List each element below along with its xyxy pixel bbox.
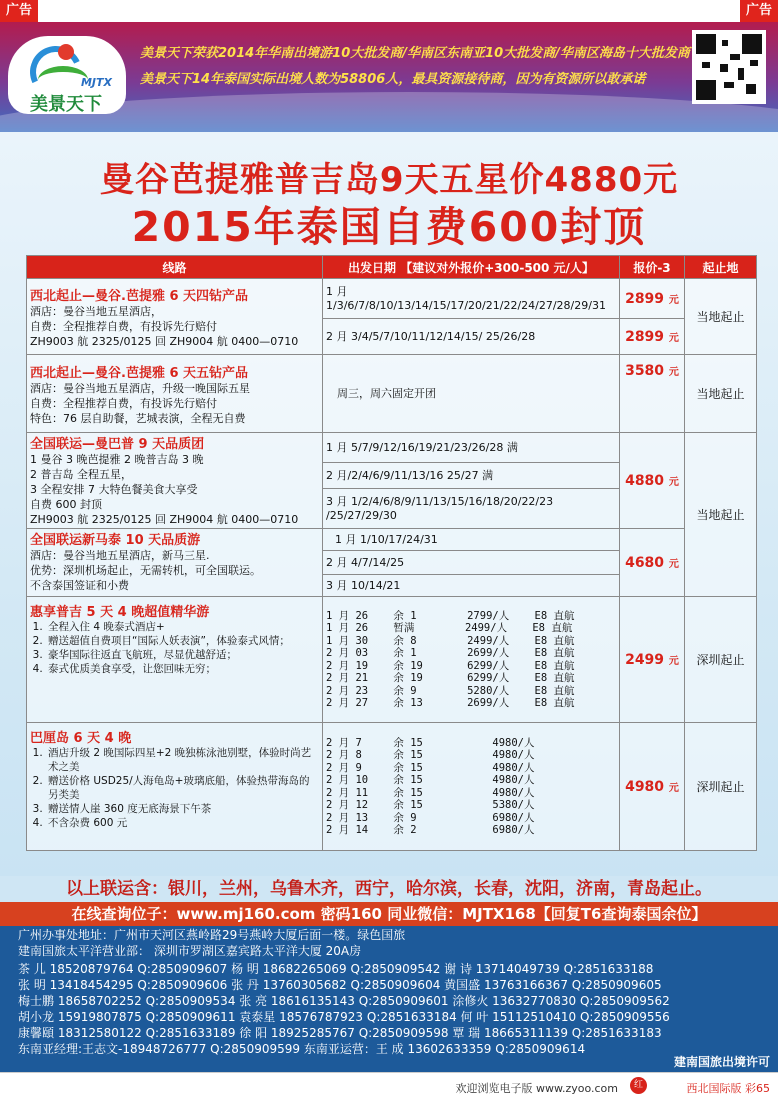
schedule-line: 2 月 13 余 9 6980/人 (326, 811, 535, 824)
product-title-p5: 惠享普吉 5 天 4 晚超值精华游 (30, 605, 210, 620)
price-cell: 3580 元 (620, 355, 685, 433)
schedule-line: 2 月 12 余 15 5380/人 (326, 799, 535, 811)
date-cell (323, 723, 620, 851)
contact-row: 东南亚经理:王志文-18948726777 Q:2850909599 东南亚运营：王 成 13602633359 Q:2850909614 (18, 1042, 586, 1056)
schedule-line: 2 月 9 余 15 4980/人 (326, 761, 535, 774)
schedule-line: 1 月 26 余 1 2799/人 E8 直航 (326, 609, 575, 622)
product-line: 2 普吉岛 全程五星， (30, 468, 132, 481)
contact-row: 茶 儿 18520879764 Q:2850909607 杨 明 18682265069 Q:2850909542 谢 诗 13714049739 Q:2851633188 (18, 962, 654, 976)
list-item: 3. 豪华国际往返直飞航班，尽显优越舒适； (46, 648, 319, 662)
header-depart: 起止地 (685, 256, 757, 279)
schedule-line: 2 月 19 余 19 6299/人 E8 直航 (326, 659, 575, 672)
date-cell: 2 月/2/4/6/9/11/13/16 25/27 满 (323, 463, 620, 489)
footer-edition: 西北国际版 彩65 (686, 1082, 770, 1095)
product-line: ZH9003 航 2325/0125 回 ZH9004 航 0400—0710 (30, 513, 299, 526)
schedule-line: 2 月 7 余 15 4980/人 (326, 736, 535, 749)
award-line: 美景天下荣获2014年华南出境游10大批发商/华南区东南亚10大批发商/华南区海岛十大批发商 (140, 46, 690, 61)
date-cell: 1 月 5/7/9/12/16/19/21/23/26/28 满 (323, 433, 620, 463)
schedule-line: 2 月 10 余 15 4980/人 (326, 774, 535, 786)
online-inquiry-bar: 在线查询位子：www.mj160.com 密码160 同业微信：MJTX168【回复T6查询泰国余位】 (0, 902, 778, 926)
table-row (27, 597, 757, 723)
product-line: ZH9003 航 2325/0125 回 ZH9004 航 0400—0710 (30, 334, 299, 348)
list-item: 4. 泰式优质美食享受，让您回味无穷； (46, 662, 319, 676)
product-line: 自费：全程推荐自费，有投诉先行赔付 (30, 396, 217, 410)
list-item: 2. 赠送超值自费项目“国际人妖表演”，体验泰式风情； (46, 634, 319, 648)
price-cell: 4880 元 (620, 433, 685, 529)
contact-row: 建南国旅太平洋营业部： 深圳市罗湖区嘉宾路太平洋大厦 20A房 (18, 944, 362, 958)
route-cell-p1 (27, 279, 323, 355)
date-cell: 3 月 1/2/4/6/8/9/11/13/15/16/18/20/22/23 /25/27/29/30 (323, 489, 620, 529)
route-cell-p6 (27, 723, 323, 851)
stats-line: 美景天下14年泰国实际出境人数为58806人，最具资源接待商，因为有资源所以敢承诺 (140, 72, 646, 87)
tour-price-table (26, 255, 757, 851)
feature-list (30, 620, 319, 676)
depart-cell: 深圳起止 (685, 597, 757, 723)
table-row (27, 355, 757, 433)
product-line: 酒店：曼谷当地五星酒店，升级一晚国际五星 (30, 381, 250, 395)
qr-code-icon (692, 30, 766, 104)
date-cell: 1 月 1/3/6/7/8/10/13/14/15/17/20/21/22/24/27/28/29/31 (323, 279, 620, 319)
date-cell (323, 597, 620, 723)
headline-primary: 曼谷芭提雅普吉岛9天五星价4880元 (99, 160, 679, 200)
product-line: 自费：全程推荐自费，有投诉先行赔付 (30, 319, 217, 333)
schedule-line: 2 月 14 余 2 6980/人 (326, 824, 535, 836)
price-cell: 2499 元 (620, 597, 685, 723)
product-title-p6: 巴厘岛 6 天 4 晚 (30, 731, 132, 746)
header-date: 出发日期 【建议对外报价+300-500 元/人】 (323, 256, 620, 279)
table-row (27, 433, 757, 463)
logo-red-dot-icon (58, 44, 74, 60)
brand-chinese: 美景天下 (30, 94, 102, 115)
schedule-line: 2 月 11 余 15 4980/人 (326, 786, 535, 799)
product-title-p3: 全国联运—曼巴普 9 天品质团 (30, 437, 205, 452)
ad-label-right: 广告 (740, 0, 778, 22)
product-line: 自费 600 封顶 (30, 498, 102, 511)
list-item: 2. 赠送价格 USD25/人海龟岛+玻璃底船，体验热带海岛的另类美 (46, 774, 319, 802)
schedule-line: 1 月 26 暂满 2499/人 E8 直航 (326, 622, 573, 634)
depart-cell: 深圳起止 (685, 723, 757, 851)
contact-row: 梅士鹏 18658702252 Q:2850909534 张 亮 18616135143 Q:2850909601 涂修火 13632770830 Q:2850909562 (18, 994, 670, 1008)
header-banner (0, 22, 778, 132)
footer-browse-link[interactable]: 欢迎浏览电子版 www.zyoo.com (455, 1082, 618, 1095)
license-note: 建南国旅出境许可 (673, 1055, 770, 1069)
route-cell-p5 (27, 597, 323, 723)
brand-english: MJTX (80, 76, 112, 89)
schedule-line: 2 月 21 余 19 6299/人 E8 直航 (326, 672, 575, 684)
product-title-p1: 西北起止—曼谷.芭提雅 6 天四钻产品 (30, 288, 249, 304)
table-header-row (27, 256, 757, 279)
header-price: 报价-3 (620, 256, 685, 279)
feature-list (30, 746, 319, 830)
table-row (27, 279, 757, 319)
date-cell: 周三，周六固定开团 (323, 355, 620, 433)
contact-row: 广州办事处地址：广州市天河区燕岭路29号燕岭大厦后面一楼。绿色国旅 (18, 928, 406, 942)
contact-row: 康馨頤 18312580122 Q:2851633189 徐 阳 18925285767 Q:2850909598 覃 瑞 18665311139 Q:2851633183 (18, 1026, 662, 1040)
product-line: 酒店：曼谷当地五星酒店， (30, 304, 162, 318)
schedule-line: 2 月 03 余 1 2699/人 E8 直航 (326, 647, 575, 659)
schedule-line: 2 月 23 余 9 5280/人 E8 直航 (326, 684, 575, 697)
price-cell: 4680 元 (620, 529, 685, 597)
depart-cell: 当地起止 (685, 279, 757, 355)
list-item: 1. 酒店升级 2 晚国际四星+2 晚独栋泳池别墅，体验时尚艺术之美 (46, 746, 319, 774)
contact-row: 张 明 13418454295 Q:2850909606 张 丹 13760305682 Q:2850909604 黄国盛 13763166367 Q:2850909605 (18, 978, 662, 992)
headline-secondary: 2015年泰国自费600封顶 (131, 203, 647, 251)
product-line: 酒店：曼谷当地五星酒店，新马三星. (30, 549, 210, 562)
list-item: 4. 不含杂费 600 元 (46, 816, 319, 830)
table-row (27, 723, 757, 851)
schedule-line: 1 月 30 余 8 2499/人 E8 直航 (326, 634, 575, 647)
product-line: 3 全程安排 7 大特色餐美食大享受 (30, 483, 198, 496)
depart-cell: 当地起止 (685, 355, 757, 433)
page-footer (0, 1072, 778, 1100)
red-badge-icon: 红 (630, 1077, 647, 1094)
date-cell: 2 月 4/7/14/25 (323, 551, 620, 575)
depart-cell: 当地起止 (685, 433, 757, 597)
table-row (27, 529, 757, 551)
product-line: 不含泰国签证和小费 (30, 579, 129, 592)
product-line: 1 曼谷 3 晚芭提雅 2 晚普吉岛 3 晚 (30, 453, 204, 466)
contact-section (0, 926, 778, 1072)
route-cell-p3 (27, 433, 323, 529)
joint-departure-note: 以上联运含：银川，兰州，乌鲁木齐，西宁，哈尔滨，长春，沈阳，济南，青岛起止。 (0, 876, 778, 902)
route-cell-p4 (27, 529, 323, 597)
schedule-line: 2 月 27 余 13 2699/人 E8 直航 (326, 697, 575, 709)
product-line: 优势：深圳机场起止，无需转机，可全国联运。 (30, 564, 261, 577)
product-title-p2: 西北起止—曼谷.芭提雅 6 天五钻产品 (30, 365, 249, 381)
list-item: 1. 全程入住 4 晚泰式酒店+ (46, 620, 319, 634)
ad-label-left: 广告 (0, 0, 38, 22)
date-cell: 3 月 10/14/21 (323, 575, 620, 597)
route-cell-p2 (27, 355, 323, 433)
list-item: 3. 赠送情人崖 360 度无底海景下午茶 (46, 802, 319, 816)
product-line: 特色：76 层自助餐，艺城表演，全程无自费 (30, 411, 246, 425)
header-date-note: 【建议对外报价+300-500 元/人】 (400, 260, 594, 275)
product-title-p4: 全国联运新马泰 10 天品质游 (30, 533, 201, 548)
date-cell: 2 月 3/4/5/7/10/11/12/14/15/ 25/26/28 (323, 319, 620, 355)
date-cell: 1 月 1/10/17/24/31 (323, 529, 620, 551)
price-cell: 2899 元 (620, 319, 685, 355)
company-logo (8, 36, 126, 114)
price-cell: 2899 元 (620, 279, 685, 319)
header-route: 线路 (27, 256, 323, 279)
contact-row: 胡小龙 15919807875 Q:2850909611 袁泰星 18576787923 Q:2851633184 何 叶 15112510410 Q:2850909556 (18, 1010, 670, 1024)
schedule-line: 2 月 8 余 15 4980/人 (326, 749, 535, 761)
price-cell: 4980 元 (620, 723, 685, 851)
